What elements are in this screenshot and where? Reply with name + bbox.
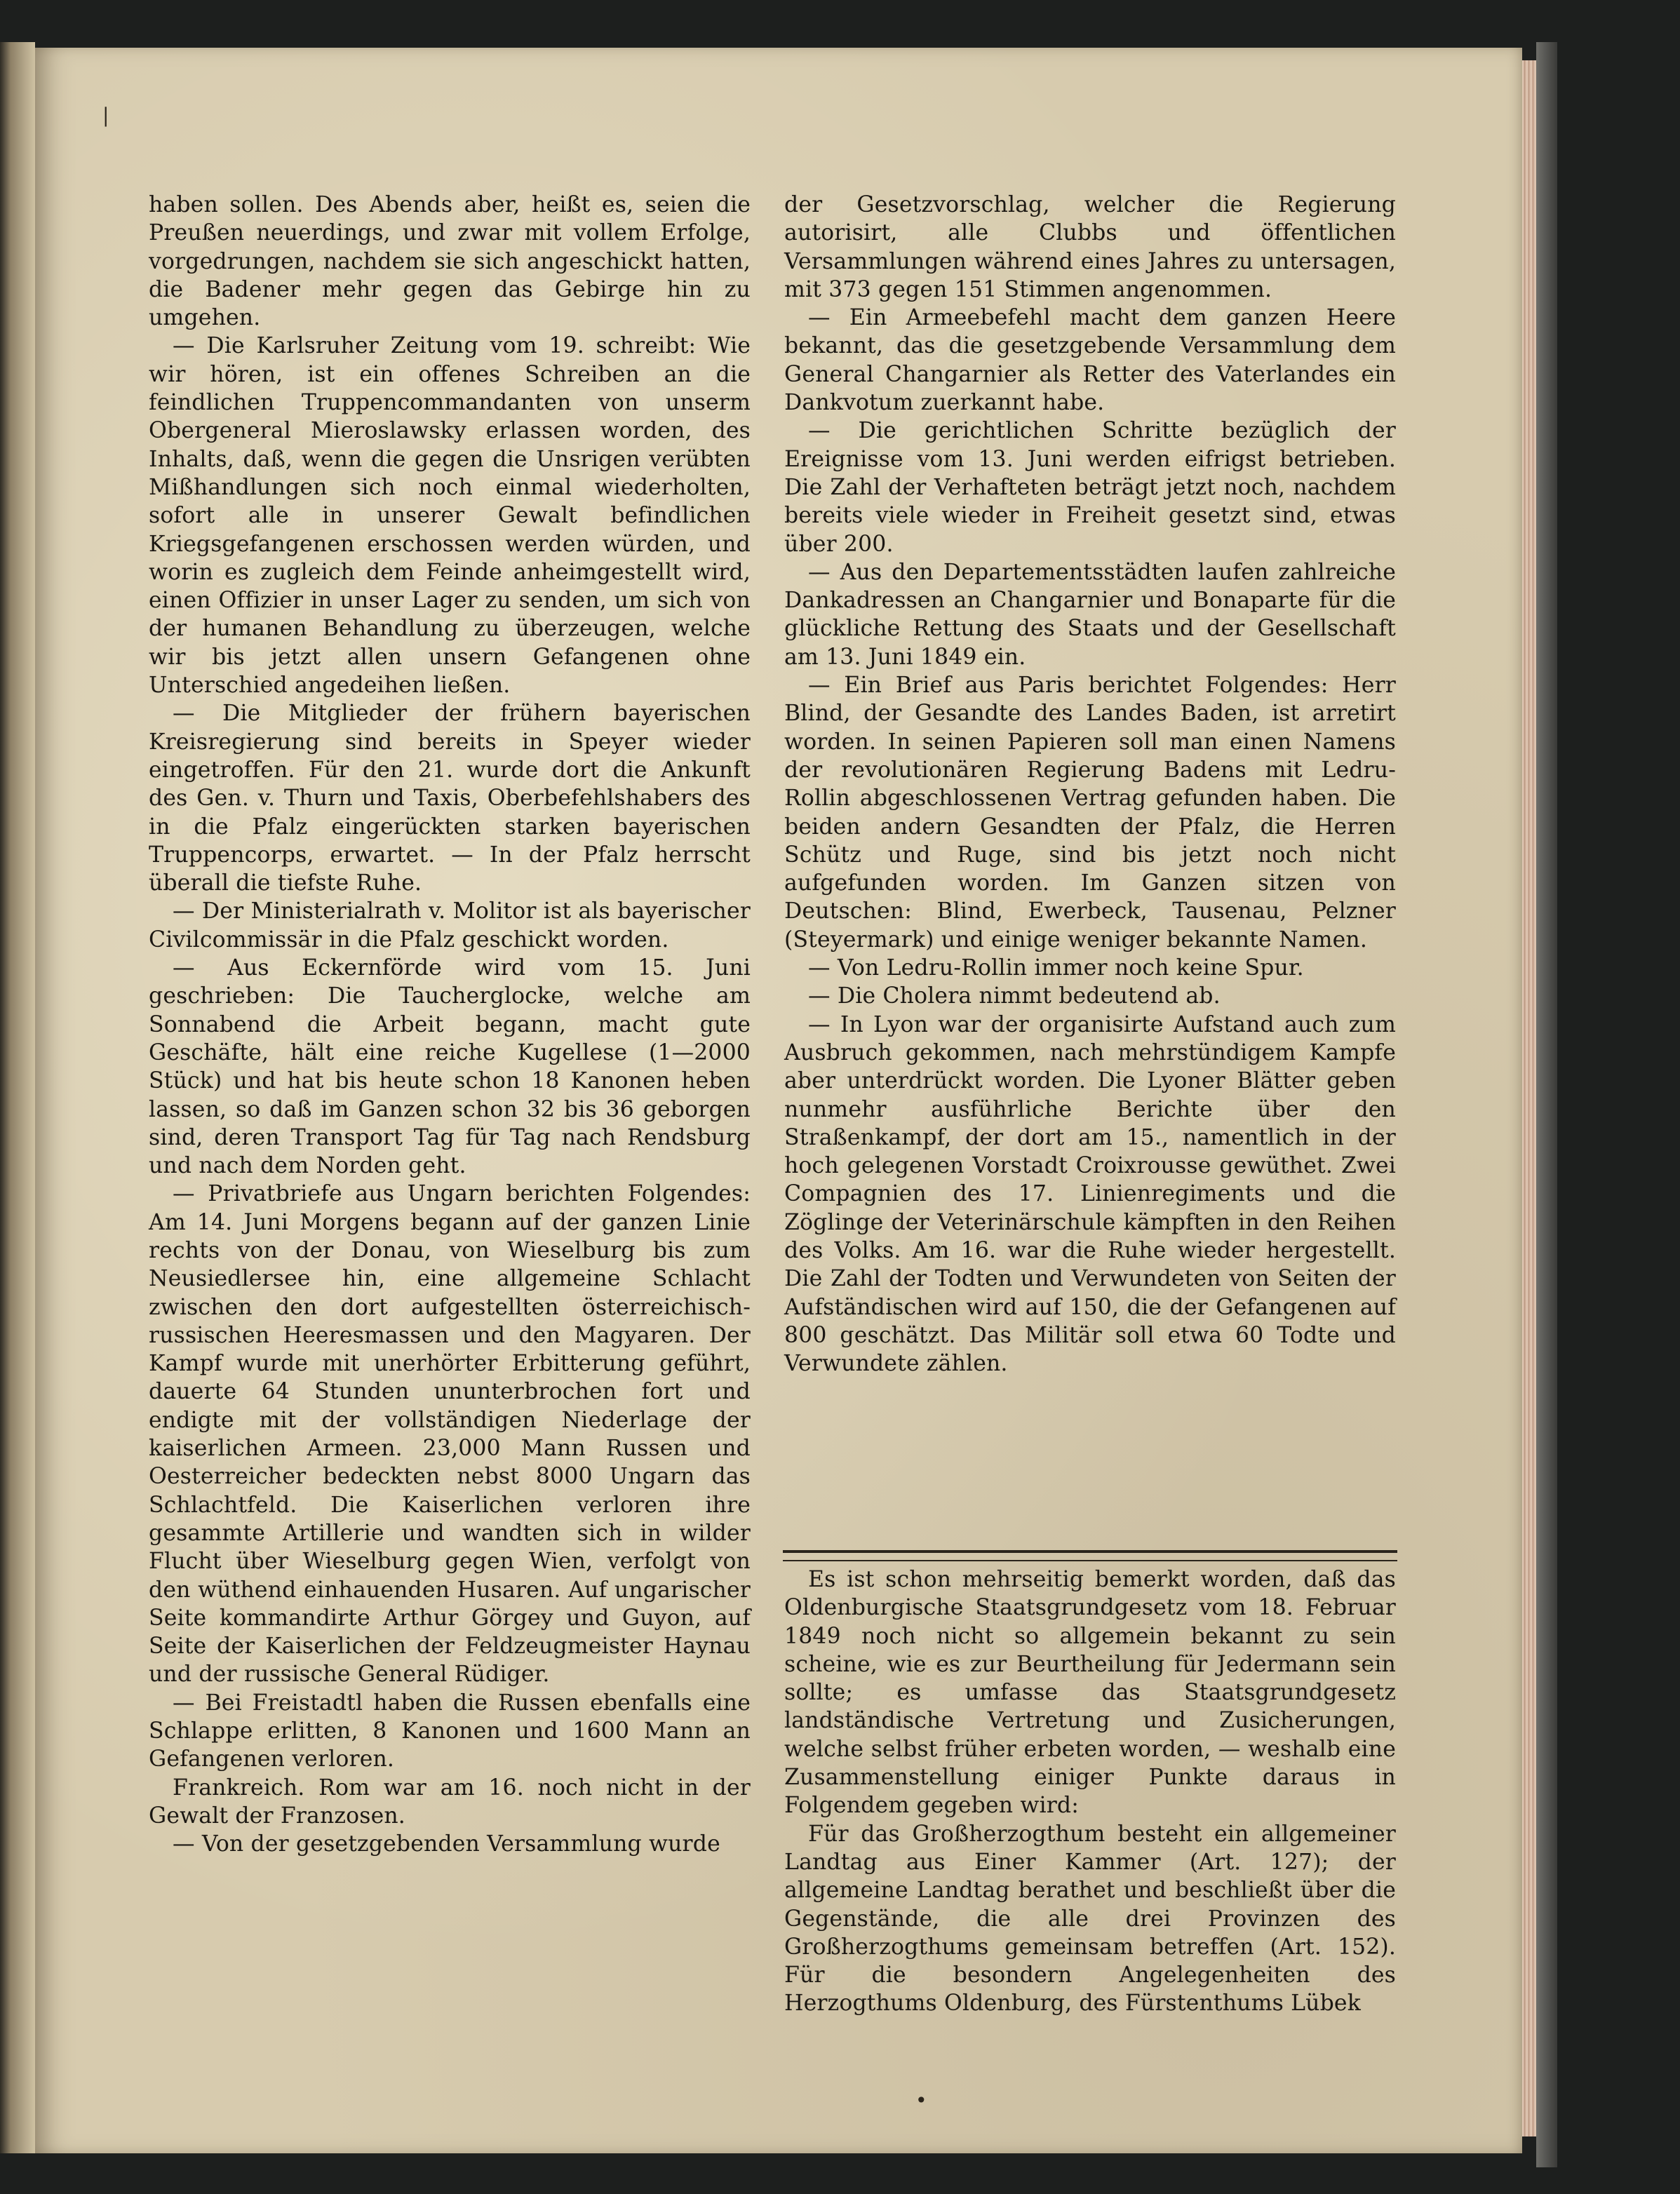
paragraph: — Ein Armeebefehl macht dem ganzen Heere bekannt, das die gesetzgebende Versammlung dem General Changarnier als Retter des Vaterlandes ein Dankvotum zuerkannt habe. <box>784 305 1396 416</box>
paragraph: — Die gerichtlichen Schritte bezüglich der Ereignisse vom 13. Juni werden eifrigst betrieben. Die Zahl der Verhafteten beträgt jetzt noch, nachdem bereits viele wieder in Freiheit gesetzt sind, etwas über 200. <box>784 418 1396 557</box>
right-column-bottom <box>784 1566 1396 2018</box>
left-page-edge <box>0 42 35 2153</box>
paragraph: — Aus Eckernförde wird vom 15. Juni geschrieben: Die Taucherglocke, welche am Sonnabend die Arbeit begann, macht gute Geschäfte, hält eine reiche Kugellese (1—2000 Stück) und hat bis heute schon 18 Kanonen heben lassen, so daß im Ganzen schon 32 bis 36 geborgen sind, deren Transport Tag für Tag nach Rendsburg und nach dem Norden geht. <box>149 955 751 1179</box>
paragraph: — Von der gesetzgebenden Versammlung wurde <box>173 1831 720 1857</box>
ink-dot: • <box>915 2089 927 2112</box>
paragraph: der Gesetzvorschlag, welcher die Regierung autorisirt, alle Clubbs und öffentlichen Versammlungen während eines Jahres zu untersagen, mit 373 gegen 151 Stimmen angenommen. <box>784 192 1396 302</box>
paragraph: — Aus den Departementsstädten laufen zahlreiche Dankadressen an Changarnier und Bonaparte für die glückliche Rettung des Staats und der Gesellschaft am 13. Juni 1849 ein. <box>784 559 1396 670</box>
left-column <box>149 191 751 1859</box>
section-divider-rule <box>783 1550 1397 1561</box>
paragraph: — Bei Freistadtl haben die Russen ebenfalls eine Schlappe erlitten, 8 Kanonen und 1600 Mann an Gefangenen verloren. <box>149 1690 751 1772</box>
paragraph: — Von Ledru-Rollin immer noch keine Spur. <box>808 955 1304 981</box>
paragraph: Für das Großherzogthum besteht ein allgemeiner Landtag aus Einer Kammer (Art. 127); der allgemeine Landtag berathet und beschließt über die Gegenstände, die alle drei Provinzen des Großherzogthums gemeinsam betreffen (Art. 152). Für die besondern Angelegenheiten des Herzogthums Oldenburg, des Fürstenthums Lübek <box>784 1821 1396 2017</box>
newspaper-page <box>35 48 1522 2153</box>
paragraph: — Die Mitglieder der frühern bayerischen Kreisregierung sind bereits in Speyer wieder eingetroffen. Für den 21. wurde dort die Ankunft des Gen. v. Thurn und Taxis, Oberbefehlshabers des in die Pfalz eingerückten starken bayerischen Truppencorps, erwartet. — In der Pfalz herrscht überall die tiefste Ruhe. <box>149 701 751 896</box>
right-column-top <box>784 191 1396 1378</box>
page-mark: | <box>102 104 109 127</box>
paragraph: — Ein Brief aus Paris berichtet Folgendes: Herr Blind, der Gesandte des Landes Baden, ist arretirt worden. In seinen Papieren soll man einen Namens der revolutionären Regierung Badens mit Ledru-Rollin abgeschlossenen Vertrag gefunden haben. Die beiden andern Gesandten der Pfalz, die Herren Schütz und Ruge, sind bis jetzt noch nicht aufgefunden worden. Im Ganzen sitzen von Deutschen: Blind, Ewerbeck, Tausenau, Pelzner (Steyermark) und einige weniger bekannte Namen. <box>784 673 1396 953</box>
paragraph: — Die Cholera nimmt bedeutend ab. <box>808 983 1221 1009</box>
paragraph: Frankreich. Rom war am 16. noch nicht in der Gewalt der Franzosen. <box>149 1775 751 1829</box>
paragraph: — In Lyon war der organisirte Aufstand auch zum Ausbruch gekommen, nach mehrstündigem Kampfe aber unterdrückt worden. Die Lyoner Blätter geben nunmehr ausführliche Berichte über den Straßenkampf, der dort am 15., namentlich in der hoch gelegenen Vorstadt Croixrousse gewüthet. Zwei Compagnien des 17. Linienregiments und die Zöglinge der Veterinärschule kämpften in den Reihen des Volks. Am 16. war die Ruhe wieder hergestellt. Die Zahl der Todten und Verwundeten von Seiten der Aufständischen wird auf 150, die der Gefangenen auf 800 geschätzt. Das Militär soll etwa 60 Todte und Verwundete zählen. <box>784 1011 1396 1377</box>
paragraph: — Der Ministerialrath v. Molitor ist als bayerischer Civilcommissär in die Pfalz geschickt worden. <box>149 899 751 953</box>
paragraph: — Privatbriefe aus Ungarn berichten Folgendes: Am 14. Juni Morgens begann auf der ganzen Linie rechts von der Donau, von Wieselburg bis zum Neusiedlersee hin, eine allgemeine Schlacht zwischen den dort aufgestellten österreichisch-russischen Heeresmassen und den Magyaren. Der Kampf wurde mit unerhörter Erbitterung geführt, dauerte 64 Stunden ununterbrochen fort und endigte mit der vollständigen Niederlage der kaiserlichen Armeen. 23,000 Mann Russen und Oesterreicher bedeckten nebst 8000 Ungarn das Schlachtfeld. Die Kaiserlichen verloren ihre gesammte Artillerie und wandten sich in wilder Flucht über Wieselburg gegen Wien, verfolgt von den wüthend einhauenden Husaren. Auf ungarischer Seite kommandirte Arthur Görgey und Guyon, auf Seite der Kaiserlichen der Feldzeugmeister Haynau und der russische General Rüdiger. <box>149 1181 751 1688</box>
book-cover-edge <box>1536 42 1557 2167</box>
paragraph: haben sollen. Des Abends aber, heißt es, seien die Preußen neuerdings, und zwar mit vollem Erfolge, vorgedrungen, nachdem sie sich angeschickt hatten, die Badener mehr gegen das Gebirge hin zu umgehen. <box>149 192 751 331</box>
paragraph: — Die Karlsruher Zeitung vom 19. schreibt: Wie wir hören, ist ein offenes Schreiben an die feindlichen Truppencommandanten von unserm Obergeneral Mieroslawsky erlassen worden, des Inhalts, daß, wenn die gegen die Unsrigen verübten Mißhandlungen sich noch einmal wiederholten, sofort alle in unserer Gewalt befindlichen Kriegsgefangenen erschossen werden würden, und worin es zugleich dem Feinde anheimgestellt wird, einen Offizier in unser Lager zu senden, um sich von der humanen Behandlung zu überzeugen, welche wir bis jetzt allen unsern Gefangenen ohne Unterschied angedeihen ließen. <box>149 333 751 699</box>
paragraph: Es ist schon mehrseitig bemerkt worden, daß das Oldenburgische Staatsgrundgesetz vom 18. Februar 1849 noch nicht so allgemein bekannt zu sein scheine, wie es zur Beurtheilung für Jedermann sein sollte; es umfasse das Staatsgrundgesetz landständische Vertretung und Zusicherungen, welche selbst früher erbeten worden, — weshalb eine Zusammenstellung einiger Punkte daraus in Folgendem gegeben wird: <box>784 1567 1396 1819</box>
